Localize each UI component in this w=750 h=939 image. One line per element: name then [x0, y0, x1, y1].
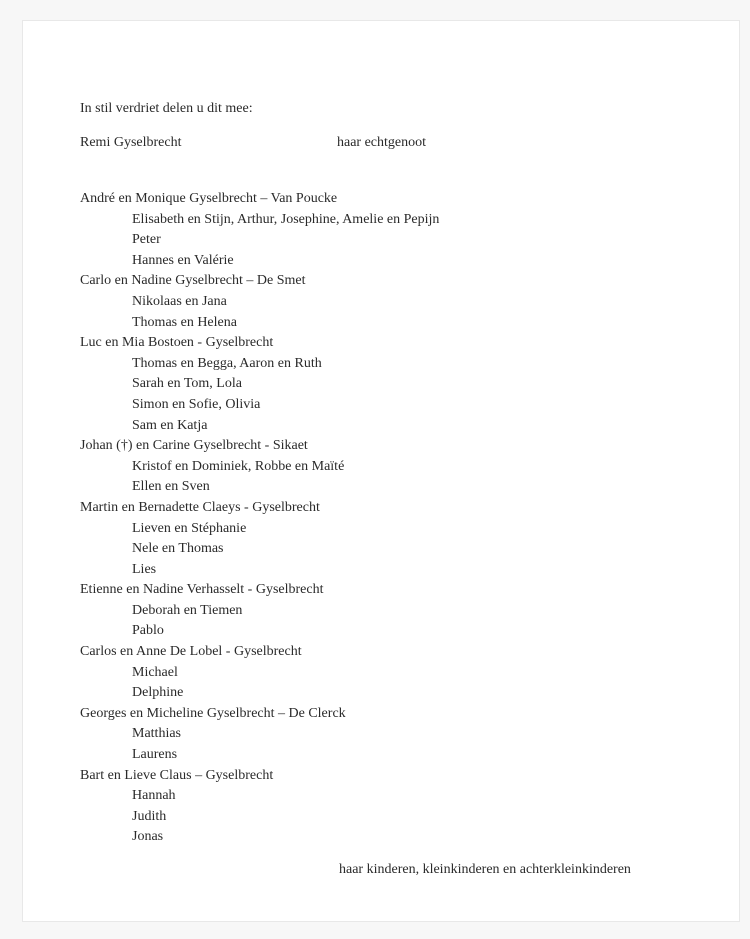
family-child: Nele en Thomas [132, 541, 224, 557]
family-parents: Bart en Lieve Claus – Gyselbrecht [80, 767, 274, 783]
family-parents: Carlos en Anne De Lobel - Gyselbrecht [80, 644, 302, 660]
family-child: Peter [132, 232, 161, 248]
family-child: Sam en Katja [132, 417, 208, 433]
family-child: Nikolaas en Jana [132, 293, 227, 309]
family-parents: Georges en Micheline Gyselbrecht – De Clerck [80, 705, 346, 721]
family-child: Lies [132, 561, 157, 577]
family-child: Matthias [132, 726, 181, 742]
family-child: Delphine [132, 685, 184, 701]
family-child: Michael [132, 664, 178, 680]
family-child: Laurens [132, 747, 178, 763]
intro-text: In stil verdriet delen u dit mee: [80, 101, 253, 116]
family-child: Kristof en Dominiek, Robbe en Maïté [132, 458, 345, 474]
family-child: Hannah [132, 788, 176, 804]
family-child: Elisabeth en Stijn, Arthur, Josephine, Amelie en Pepijn [132, 211, 440, 227]
family-parents: Etienne en Nadine Verhasselt - Gyselbrecht [80, 582, 324, 598]
family-parents: Johan (†) en Carine Gyselbrecht - Sikaet [80, 438, 308, 454]
family-child: Deborah en Tiemen [132, 602, 243, 618]
family-child: Lieven en Stéphanie [132, 520, 247, 536]
family-list [80, 189, 439, 848]
family-child: Jonas [132, 829, 164, 845]
family-parents: Luc en Mia Bostoen - Gyselbrecht [80, 335, 274, 351]
family-child: Thomas en Helena [132, 314, 237, 330]
mourning-card-page [22, 20, 740, 922]
family-parents: Martin en Bernadette Claeys - Gyselbrecht [80, 499, 320, 515]
family-parents: Carlo en Nadine Gyselbrecht – De Smet [80, 273, 306, 289]
closing-text: haar kinderen, kleinkinderen en achterkleinkinderen [339, 862, 631, 877]
family-child: Pablo [132, 623, 164, 639]
family-parents: André en Monique Gyselbrecht – Van Poucke [80, 191, 338, 206]
family-child: Hannes en Valérie [132, 252, 234, 268]
family-child: Sarah en Tom, Lola [132, 376, 242, 392]
spouse-name: Remi Gyselbrecht [80, 135, 182, 150]
family-child: Judith [132, 808, 167, 824]
spouse-relation: haar echtgenoot [337, 135, 427, 150]
family-child: Ellen en Sven [132, 479, 210, 495]
family-child: Thomas en Begga, Aaron en Ruth [132, 355, 322, 371]
family-child: Simon en Sofie, Olivia [132, 396, 261, 412]
